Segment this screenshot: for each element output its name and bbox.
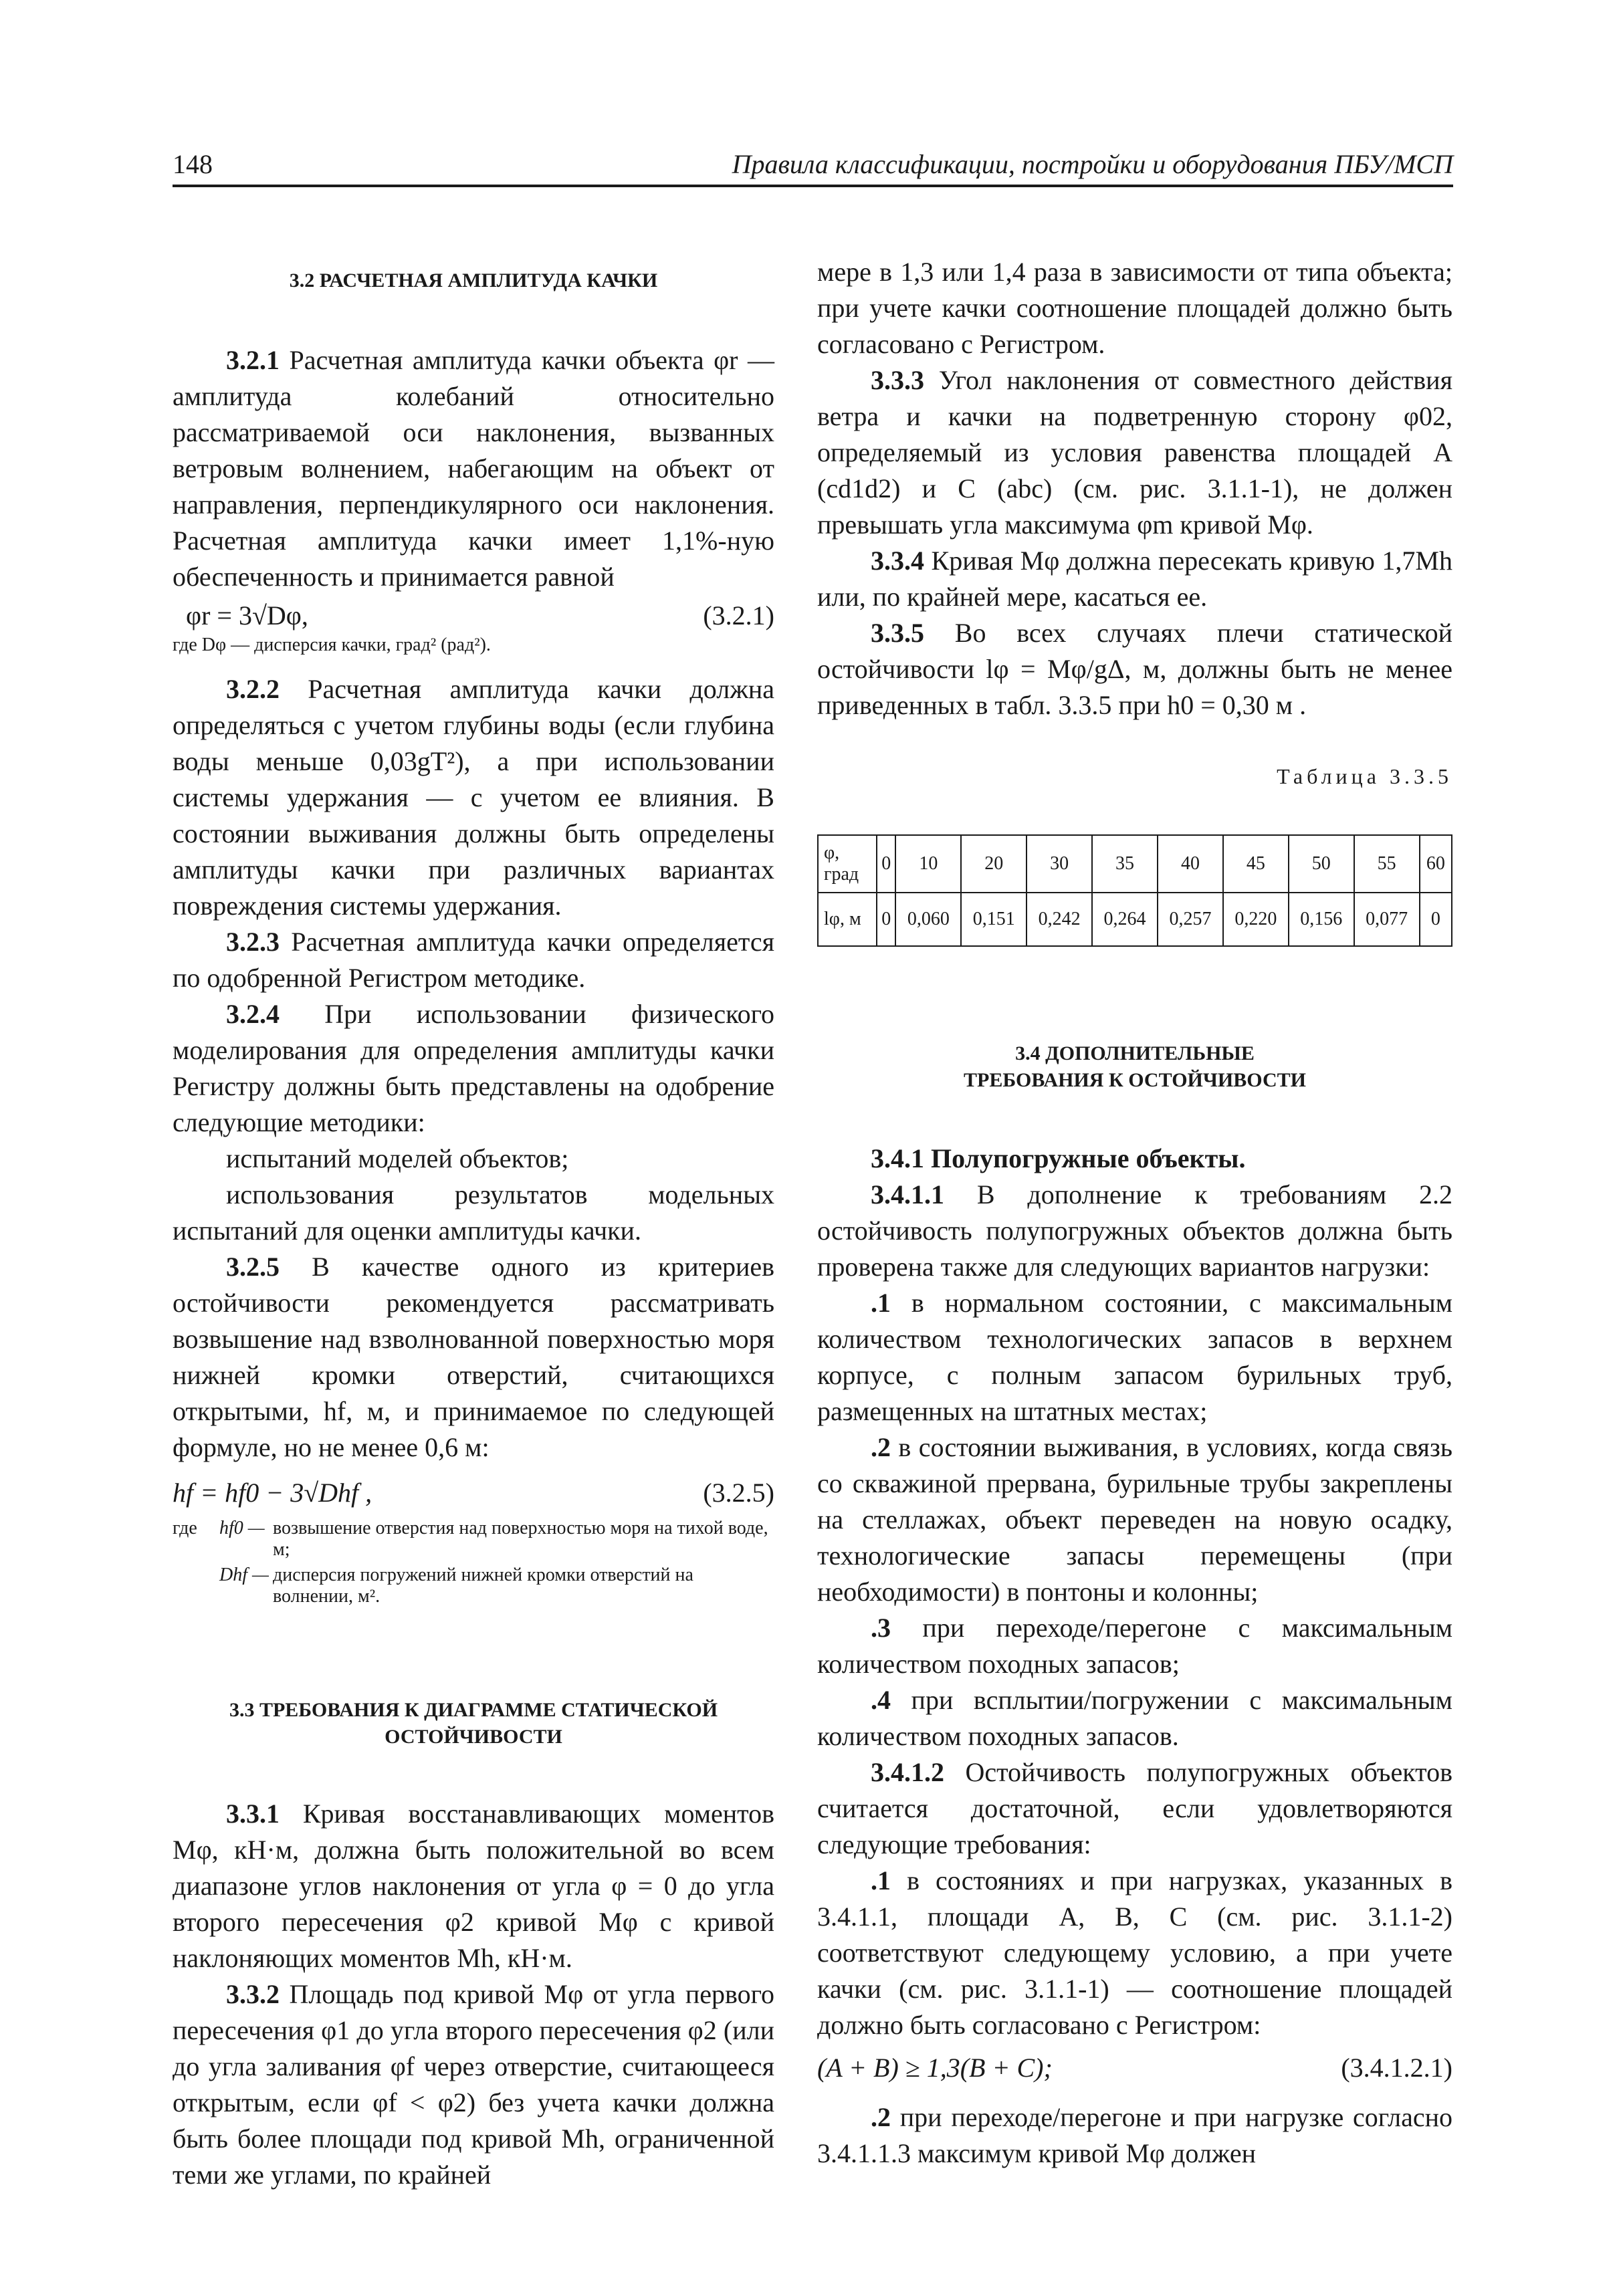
table-cell: 0,077 (1354, 893, 1420, 946)
table-cell: 60 (1420, 835, 1452, 893)
clause-number: 3.3.5 (871, 618, 924, 648)
clause-text: Во всех случаях плечи статической остойчивости lφ = Mφ/gΔ, м, должны быть не менее приведенных в табл. 3.3.5 при h0 = 0,30 м . (817, 618, 1452, 720)
table-cell: 20 (961, 835, 1027, 893)
table-cell: 10 (895, 835, 961, 893)
subsection-title: 3.4.1 Полупогружные объекты. (871, 1143, 1246, 1173)
page-number: 148 (173, 149, 213, 179)
table-row (818, 835, 1452, 893)
table-cell: 40 (1158, 835, 1223, 893)
table-cell: 0,242 (1027, 893, 1092, 946)
clause-text: Кривая восстанавливающих моментов Mφ, кН·м, должна быть положительной во всем диапазоне углов наклонения от угла φ = 0 до угла второго пересечения φ2 кривой Mφ с кривой наклоняющих моментов Mh, кН·м. (173, 1799, 774, 1973)
table-cell: 0,264 (1092, 893, 1158, 946)
list-item (817, 2099, 1452, 2172)
subsection-3-4-1 (817, 1141, 1452, 1177)
formula-number: (3.2.1) (703, 600, 774, 630)
list-item: использования результатов модельных испытаний для оценки амплитуды качки. (173, 1179, 774, 1246)
formula-3-2-1 (173, 598, 774, 634)
clause-number: 3.2.1 (226, 345, 280, 375)
table-cell: 0 (877, 835, 895, 893)
clause-number: 3.3.2 (226, 1979, 280, 2009)
list-item (817, 1285, 1452, 1429)
table-cell: 0 (877, 893, 895, 946)
para-3-4-1-2 (817, 1754, 1452, 1863)
clause-number: 3.2.4 (226, 999, 280, 1029)
formula-number: (3.2.5) (703, 1478, 774, 1508)
clause-number: 3.4.1.1 (871, 1179, 944, 1210)
right-column (817, 254, 1452, 2172)
clause-text: В дополнение к требованиям 2.2 остойчивость полупогружных объектов должна быть проверена также для следующих вариантов нагрузки: (817, 1179, 1452, 1282)
item-text: в состоянии выживания, в условиях, когда связь со скважиной прервана, бурильные трубы закреплены на стеллажах, объект переведен на новую осадку, технологические запасы перемещены (при необходимости) в понтоны и колонны; (817, 1432, 1452, 1607)
running-title: Правила классификации, постройки и оборудования ПБУ/МСП (732, 149, 1453, 179)
table-row-header: φ, град (818, 835, 877, 893)
clause-text: Расчетная амплитуда качки объекта φr — амплитуда колебаний относительно рассматриваемой оси наклонения, вызванных ветровым волнением, набегающим на объект от направления, перпендикулярного оси наклонения. Расчетная амплитуда качки имеет 1,1%-ную обеспеченность и принимается равной (173, 345, 774, 592)
clause-number: 3.3.3 (871, 365, 924, 395)
list-item: испытаний моделей объектов; (226, 1143, 569, 1173)
para-3-3-3 (817, 362, 1452, 543)
para-3-2-5 (173, 1249, 774, 1466)
section-title-3-4: 3.4 ДОПОЛНИТЕЛЬНЫЕ ТРЕБОВАНИЯ К ОСТОЙЧИВОСТИ (964, 1042, 1306, 1091)
item-number: .1 (871, 1865, 891, 1896)
list-item (817, 1429, 1452, 1610)
table-cell: 0,060 (895, 893, 961, 946)
para-3-3-2 (173, 1976, 774, 2193)
legend-text: дисперсия погружений нижней кромки отверстий на волнении, м². (273, 1565, 693, 1607)
para-3-2-1 (173, 342, 774, 595)
list-item (817, 1610, 1452, 1682)
table-cell: 0 (1420, 893, 1452, 946)
item-text: при переходе/перегоне и при нагрузке согласно 3.4.1.1.3 максимум кривой Mφ должен (817, 2102, 1452, 2168)
table-row-header: lφ, м (818, 893, 877, 946)
stability-arms-table (817, 834, 1452, 947)
clause-number: 3.2.5 (226, 1252, 280, 1282)
clause-text: Угол наклонения от совместного действия ветра и качки на подветренную сторону φ02, определяемый из условия равенства площадей A (cd1d2) и C (abc) (см. рис. 3.1.1-1), не должен превышать угла максимума φm кривой Mφ. (817, 365, 1452, 540)
list-item (817, 1863, 1452, 2043)
item-number: .3 (871, 1613, 891, 1643)
item-number: .1 (871, 1288, 891, 1318)
item-number: .4 (871, 1685, 891, 1715)
table-cell: 45 (1223, 835, 1289, 893)
legend-where: где (173, 1518, 197, 1538)
para-3-3-5 (817, 615, 1452, 723)
table-cell: 30 (1027, 835, 1092, 893)
item-text: при всплытии/погружении с максимальным количеством походных запасов. (817, 1685, 1452, 1751)
clause-text: При использовании физического моделирования для определения амплитуды качки Регистру должны быть представлены на одобрение следующие методики: (173, 999, 774, 1137)
formula-3-2-5 (173, 1475, 774, 1511)
section-title-3-3: 3.3 ТРЕБОВАНИЯ К ДИАГРАММЕ СТАТИЧЕСКОЙ ОСТОЙЧИВОСТИ (229, 1699, 718, 1748)
clause-text: Кривая Mφ должна пересекать кривую 1,7Mh или, по крайней мере, касаться ее. (817, 546, 1452, 612)
para-3-3-1 (173, 1796, 774, 1976)
formula-number: (3.4.1.2.1) (1341, 2053, 1452, 2083)
table-cell: 0,151 (961, 893, 1027, 946)
item-text: в состояниях и при нагрузках, указанных в 3.4.1.1, площади A, B, C (см. рис. 3.1.1-2) соответствуют следующему условию, а при учете качки (см. рис. 3.1.1-1) — соотношение площадей должно быть согласовано с Регистром: (817, 1865, 1452, 2040)
table-cell: 55 (1354, 835, 1420, 893)
item-text: в нормальном состоянии, с максимальным количеством технологических запасов в верхнем корпусе, с полным запасом бурильных труб, размещенных на штатных местах; (817, 1288, 1452, 1426)
formula-expression: hf = hf0 − 3√Dhf , (173, 1478, 372, 1508)
table-cell: 0,257 (1158, 893, 1223, 946)
table-row (818, 893, 1452, 946)
para-3-2-2 (173, 671, 774, 924)
legend-symbol: hf0 — (219, 1518, 265, 1538)
table-cell: 0,220 (1223, 893, 1289, 946)
item-number: .2 (871, 2102, 891, 2132)
clause-text: В качестве одного из критериев остойчивости рекомендуется рассматривать возвышение над взволнованной поверхностью моря нижней кромки отверстий, считающихся открытыми, hf, м, и принимаемое по следующей формуле, но не менее 0,6 м: (173, 1252, 774, 1462)
clause-text: Площадь под кривой Mφ от угла первого пересечения φ1 до угла второго пересечения φ2 (или до угла заливания φf через отверстие, считающееся открытым, если φf < φ2) без учета качки должна быть более площади под кривой Mh, ограниченной теми же углами, по крайней (173, 1979, 774, 2190)
formula-expression: φr = 3√Dφ, (186, 600, 308, 630)
formula-expression: (A + B) ≥ 1,3(B + C); (817, 2053, 1053, 2083)
formula-3-4-1-2-1 (817, 2050, 1452, 2086)
table-caption: Таблица 3.3.5 (1277, 764, 1452, 788)
header-rule (173, 185, 1453, 187)
legend-text: возвышение отверстия над поверхностью моря на тихой воде, м; (273, 1518, 768, 1560)
formula-explanation: где Dφ — дисперсия качки, град² (рад²). (173, 635, 491, 655)
clause-number: 3.4.1.2 (871, 1757, 944, 1787)
section-title-3-2: 3.2 РАСЧЕТНАЯ АМПЛИТУДА КАЧКИ (289, 269, 658, 292)
clause-number: 3.3.1 (226, 1799, 280, 1829)
formula-legend (173, 1518, 774, 1611)
table-cell: 0,156 (1289, 893, 1354, 946)
item-number: .2 (871, 1432, 891, 1462)
table-cell: 35 (1092, 835, 1158, 893)
list-item (817, 1682, 1452, 1754)
legend-symbol: Dhf — (219, 1565, 269, 1585)
para-3-4-1-1 (817, 1177, 1452, 1285)
item-text: при переходе/перегоне с максимальным количеством походных запасов; (817, 1613, 1452, 1679)
clause-number: 3.3.4 (871, 546, 924, 576)
table-cell: 50 (1289, 835, 1354, 893)
para-3-3-2-continued: мере в 1,3 или 1,4 раза в зависимости от типа объекта; при учете качки соотношение площадей должно быть согласовано с Регистром. (817, 257, 1452, 359)
clause-text: Расчетная амплитуда качки определяется по одобренной Регистром методике. (173, 927, 774, 993)
clause-text: Расчетная амплитуда качки должна определяться с учетом глубины воды (если глубина воды меньше 0,03gT²), а при использовании системы удержания — с учетом ее влияния. В состоянии выживания должны быть определены амплитуды качки при различных вариантах повреждения системы удержания. (173, 674, 774, 921)
para-3-2-3 (173, 924, 774, 996)
para-3-3-4 (817, 543, 1452, 615)
clause-text: Остойчивость полупогружных объектов считается достаточной, если удовлетворяются следующие требования: (817, 1757, 1452, 1859)
clause-number: 3.2.3 (226, 927, 280, 957)
para-3-2-4 (173, 996, 774, 1141)
clause-number: 3.2.2 (226, 674, 280, 704)
left-column (173, 254, 774, 2193)
